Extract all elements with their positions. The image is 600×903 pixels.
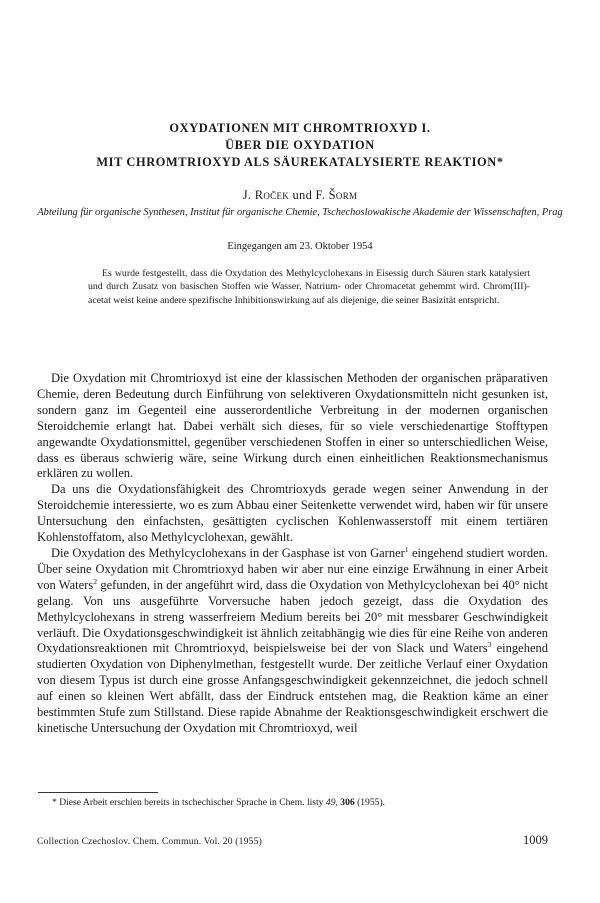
author-1-initial: J. R bbox=[242, 188, 264, 202]
paragraph-3 bbox=[37, 546, 548, 737]
title-line-2: ÜBER DIE OXYDATION bbox=[225, 138, 375, 152]
paragraph-3-part-a: Die Oxydation des Methylcyclohexans in der Gasphase ist von Garner bbox=[51, 545, 405, 560]
footnote-text-a: Diese Arbeit erschien bereits in tschechischer Sprache in Chem. listy bbox=[56, 797, 326, 808]
reference-2: 2 bbox=[93, 576, 98, 586]
reference-3: 3 bbox=[487, 640, 492, 650]
footnote-divider bbox=[38, 792, 158, 793]
title-line-1: OXYDATIONEN MIT CHROMTRIOXYD I. bbox=[169, 121, 431, 135]
affiliation: Abteilung für organische Synthesen, Institut für organische Chemie, Tschechoslowakische Akademie der Wissenschaften, Prag bbox=[37, 207, 563, 218]
body-text bbox=[37, 371, 548, 737]
journal-citation: Collection Czechoslov. Chem. Commun. Vol. 20 (1955) bbox=[37, 836, 263, 847]
page-number: 1009 bbox=[523, 833, 548, 847]
footnote bbox=[52, 797, 552, 809]
footnote-text-c: (1955). bbox=[354, 797, 386, 808]
author-2-initial: F. Š bbox=[315, 188, 336, 202]
paragraph-3-part-c: gefunden, in der angeführt wird, dass die Oxydation von Methylcyclohexan bei 40° nicht gelang. Von uns ausgeführte Vorversuche haben jedoch gezeigt, dass die Oxydation des Methylcyclohexans in streng wasserfreiem Medium bereits bei 20° mit messbarer Geschwindigkeit verläuft. Die Oxydationsgeschwindigkeit ist ähnlich zeitabhängig wie dies für eine Reihe von anderen Oxydationsreaktionen mit Chromtrioxyd, beispielsweise bei der von Slack und Waters bbox=[37, 577, 549, 656]
author-line bbox=[0, 188, 600, 203]
title-line-3: MIT CHROMTRIOXYD ALS SÄUREKATALYSIERTE REAKTION* bbox=[96, 155, 504, 169]
paragraph-2: Da uns die Oxydationsfähigkeit des Chromtrioxyds gerade wegen seiner Anwendung in der Steroidchemie interessierte, wo es zum Abbau einer Seitenkette verwendet wird, haben wir für unsere Untersuchung den einfachsten, gesättigten cyclischen Kohlenwasserstoff mit einem tertiären Kohlenstoffatom, also Methylcyclohexan, gewählt. bbox=[37, 482, 548, 545]
author-1-surname: oček bbox=[263, 188, 290, 202]
abstract: Es wurde festgestellt, dass die Oxydation des Methylcyclohexans in Eisessig durch Säuren stark katalysiert und durch Zusatz von basischen Stoffen wie Wasser, Natrium- oder Chromacetat gehemmt wird. Chrom(III)-acetat weist keine andere spezifische Inhibitionswirkung auf als diejenige, die seiner Basizität entspricht. bbox=[88, 268, 530, 306]
footnote-text-b: , bbox=[335, 797, 341, 808]
reference-1: 1 bbox=[404, 544, 409, 554]
author-2-surname: orm bbox=[335, 188, 358, 202]
paragraph-1: Die Oxydation mit Chromtrioxyd ist eine der klassischen Methoden der organischen präparativen Chemie, deren Bedeutung durch Einführung von selektiveren Oxydationsmitteln nicht gesunken ist, sondern ganz im Gegenteil eine ausserordentliche Verbreitung in der modernen organischen Steroidchemie erlangt hat. Dabei verhält sich dieses, für so viele verschiedenartige Stofftypen angewandte Oxydationsmittel, gegenüber verschiedenen Stoffen in einer so unterschiedlichen Weise, dass es überaus schwierig wäre, seine Wirkung durch einen einheitlichen Reaktionsmechanismus erklären zu wollen. bbox=[37, 371, 548, 481]
footnote-volume: 49 bbox=[325, 797, 336, 808]
paragraph-3-part-d: eingehend studierten Oxydation von Diphenylmethan, festgestellt wurde. Der zeitliche Verlauf einer Oxydation von diesem Typus ist durch eine grosse Anfangsgeschwindigkeit gekennzeichnet, die jedoch schnell auf einen so kleinen Wert abfällt, dass der Eindruck entstehen mag, die Reaktion käme an einer bestimmten Stufe zum Stillstand. Diese rapide Abnahme der Reaktionsgeschwindigkeit erschwert die kinetische Untersuchung der Oxydation mit Chromtrioxyd, weil bbox=[37, 641, 548, 735]
author-conjunction: und bbox=[289, 188, 316, 202]
footnote-marker: * bbox=[52, 797, 57, 808]
article-title bbox=[0, 120, 600, 171]
received-date: Eingegangen am 23. Oktober 1954 bbox=[227, 241, 373, 252]
paragraph-3-part-b: eingehend studiert worden. Über seine Oxydation mit Chromtrioxyd haben wir aber nur eine einzige Erwähnung in einer Arbeit von Waters bbox=[37, 545, 548, 592]
footnote-page: 306 bbox=[340, 797, 355, 808]
